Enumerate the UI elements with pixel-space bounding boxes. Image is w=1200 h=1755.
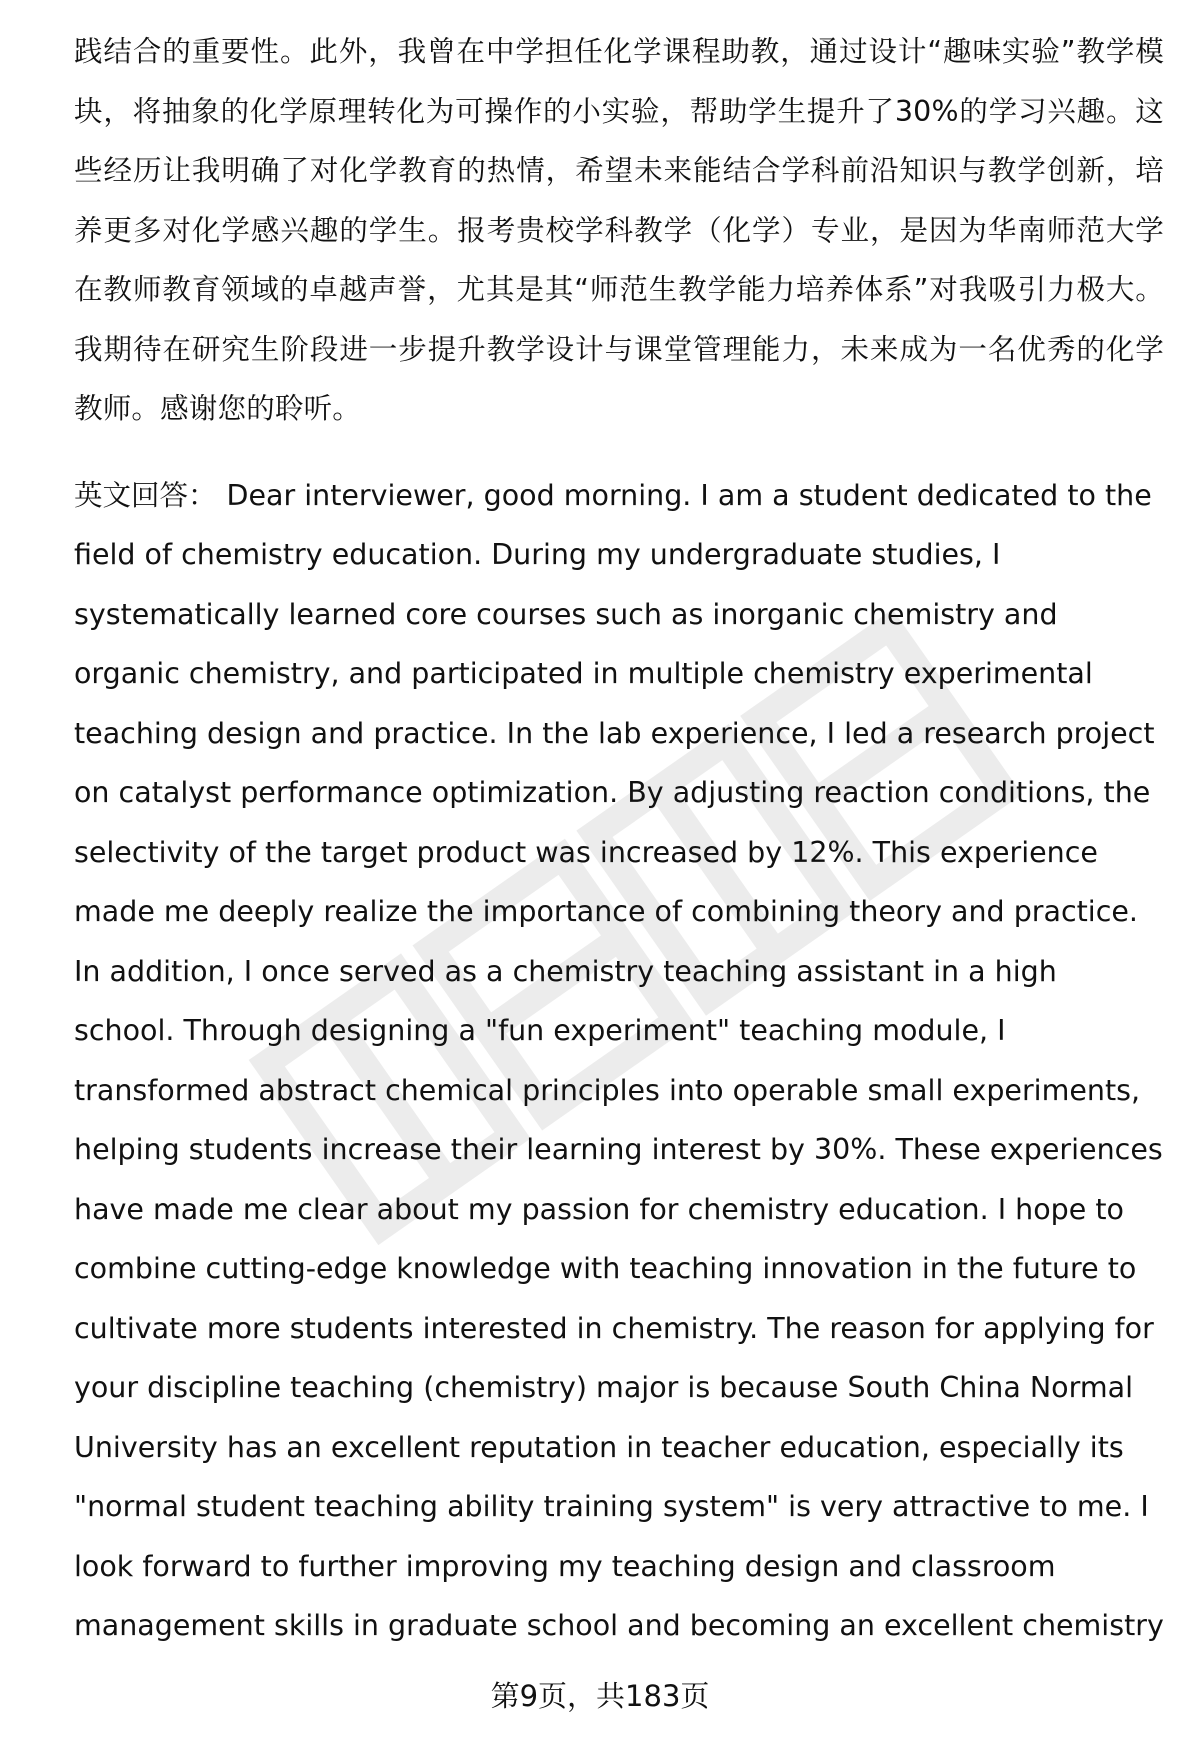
english-answer-label: 英文回答：: [74, 478, 217, 512]
chinese-answer-paragraph: 践结合的重要性。此外，我曾在中学担任化学课程助教，通过设计“趣味实验”教学模块，将抽象的化学原理转化为可操作的小实验，帮助学生提升了30%的学习兴趣。这些经历让我明确了对化学教育的热情，希望未来能结合学科前沿知识与教学创新，培养更多对化学感兴趣的学生。报考贵校学科教学（化学）专业，是因为华南师范大学在教师教育领域的卓越声誉，尤其是其“师范生教学能力培养体系”对我吸引力极大。我期待在研究生阶段进一步提升教学设计与课堂管理能力，未来成为一名优秀的化学教师。感谢您的聆听。: [74, 35, 1164, 425]
english-answer-text: Dear interviewer, good morning. I am a student dedicated to the field of chemistry education. During my undergraduate studies, I systematically learned core courses such as inorganic chemistry and organic chemistry, and participated in multiple chemistry experimental teaching design and practice. In the lab experience, I led a research project on catalyst performance optimization. By adjusting reaction conditions, the selectivity of the target product was increased by 12%. This experience made me deeply realize the importance of combining theory and practice. In addition, I once served as a chemistry teaching assistant in a high school. Through designing a "fun experiment" teaching module, I transformed abstract chemical principles into operable small experiments, helping students increase their learning interest by 30%. These experiences have made me clear about my passion for chemistry education. I hope to combine cutting-edge knowledge with teaching innovation in the future to cultivate more students interested in chemistry. The reason for applying for your discipline teaching (chemistry) major is because South China Normal University has an excellent reputation in teacher education, especially its "normal student teaching ability training system" is very attractive to me. I look forward to further improving my teaching design and classroom management skills in graduate school and becoming an excellent chemistry: [74, 478, 1164, 1642]
document-body: [74, 22, 1164, 1656]
page-number-footer: 第9页，共183页: [490, 1679, 710, 1713]
english-answer-paragraph: [74, 466, 1164, 1656]
